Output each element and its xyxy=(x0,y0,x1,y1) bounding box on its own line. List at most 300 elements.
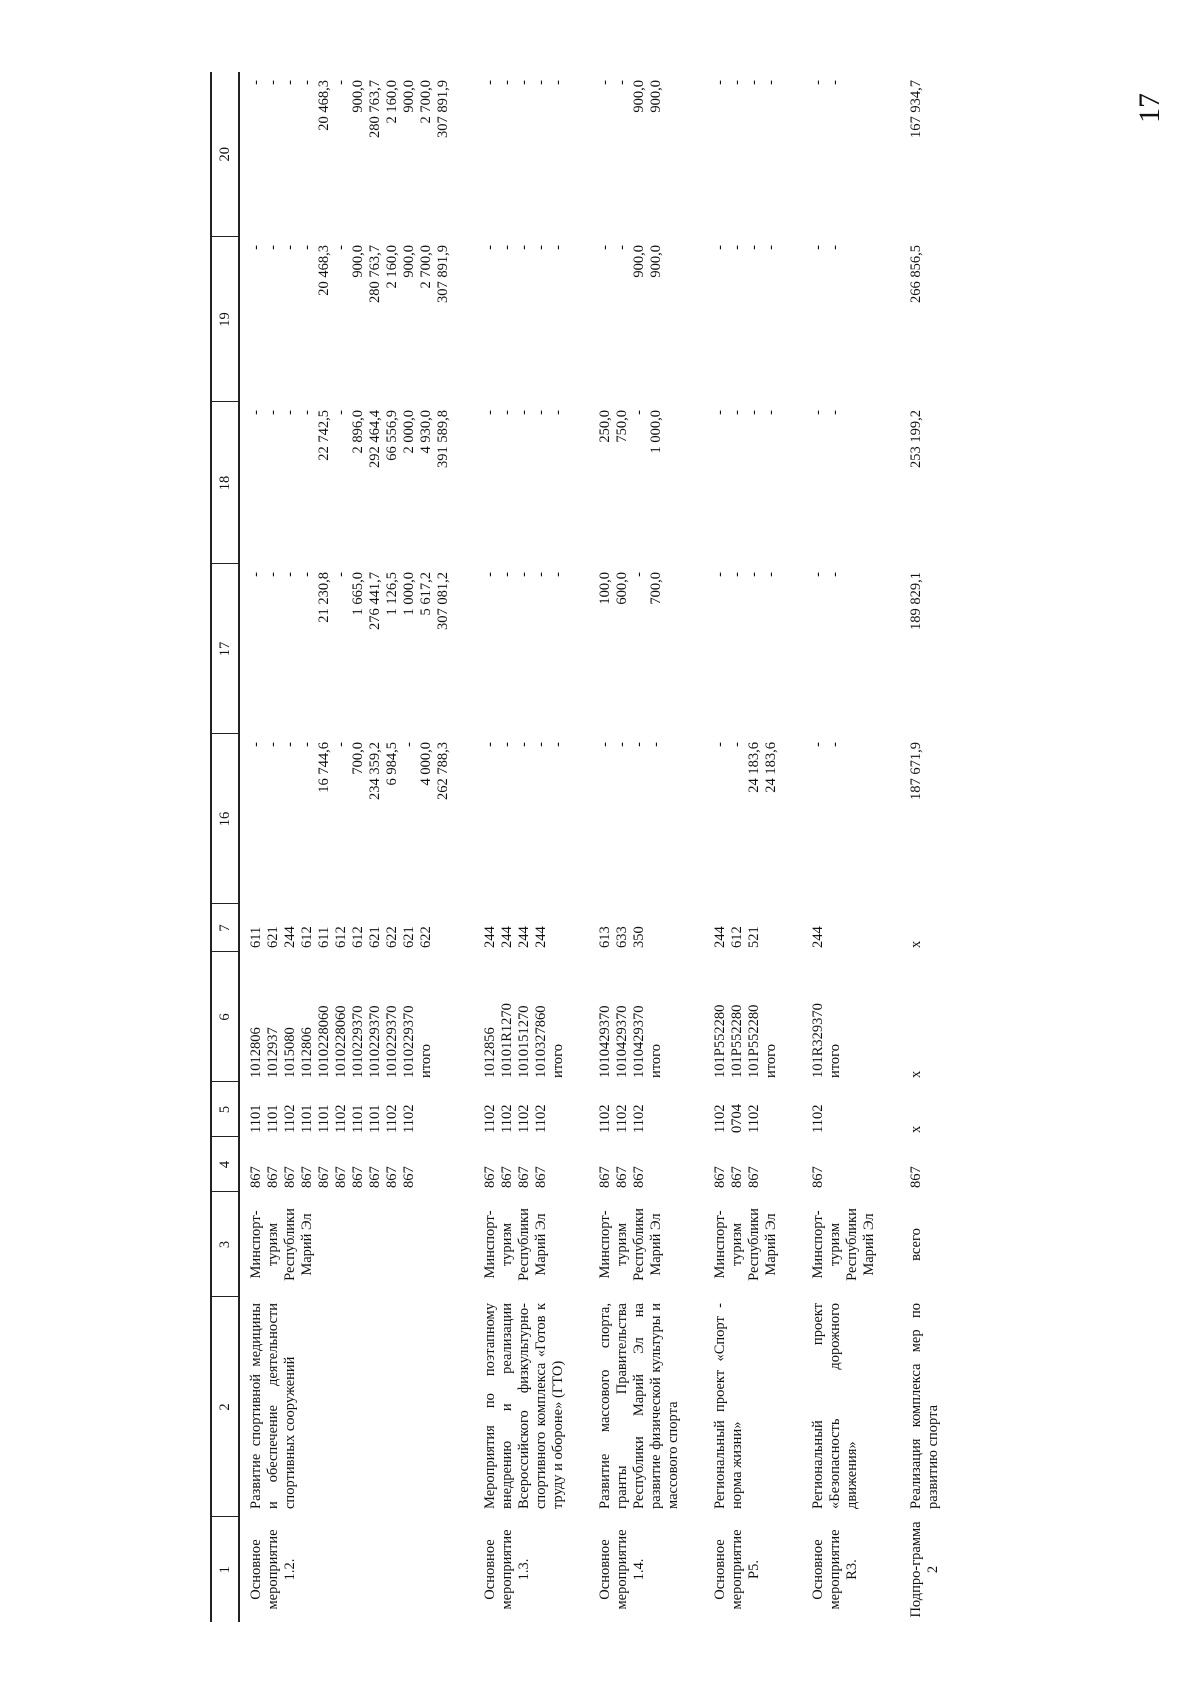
cell-line: - xyxy=(499,572,515,577)
target-article-list xyxy=(900,952,964,1082)
cell-line: 101P552280 xyxy=(746,1004,762,1078)
cell-line: - xyxy=(763,410,779,415)
cell-line: - xyxy=(533,245,549,250)
cell-line: 1010228060 xyxy=(333,1005,349,1078)
cell-line: - xyxy=(550,572,566,577)
cell-line: - xyxy=(827,245,843,250)
activity-name: Региональный проект «Безопасность дорожного движения» xyxy=(810,1303,860,1509)
cell-line: 244 xyxy=(516,926,532,948)
cell-line: 867 xyxy=(316,1166,332,1188)
activity-name: Развитие спортивной медицины и обеспечение деятельности спортивных сооружений xyxy=(248,1303,298,1509)
cell-line: 1 126,5 xyxy=(384,572,400,616)
values-col20 xyxy=(589,72,704,237)
cell-line: 700,0 xyxy=(350,742,366,775)
cell-line: 24 183,6 xyxy=(763,742,779,793)
cell-line: 1102 xyxy=(333,1104,349,1133)
cell-line: 253 199,2 xyxy=(908,410,924,468)
values-col19 xyxy=(239,237,474,402)
cell-line: 867 xyxy=(499,1166,515,1188)
cell-line: - xyxy=(550,80,566,85)
cell-line: - xyxy=(299,572,315,577)
values-col17 xyxy=(802,564,900,734)
code-list xyxy=(704,1137,802,1192)
cell-line: 867 xyxy=(712,1166,728,1188)
target-article-list xyxy=(802,952,900,1082)
cell-line: - xyxy=(499,410,515,415)
cell-line: - xyxy=(482,572,498,577)
cell-line: 1010229370 xyxy=(401,1005,417,1078)
cell-line: - xyxy=(712,410,728,415)
budget-table xyxy=(210,72,964,1622)
cell-line: 1101 xyxy=(299,1104,315,1133)
executor: Минспорт-туризм Республики Марий Эл xyxy=(248,1208,315,1281)
activity-code: Подпро-грамма 2 xyxy=(908,1521,941,1618)
cell-line: - xyxy=(746,245,762,250)
cell-line: - xyxy=(810,410,826,415)
header-row xyxy=(211,72,239,1622)
cell-line: - xyxy=(597,742,613,747)
cell-line: итого xyxy=(763,1044,779,1078)
activity-code: Основное мероприятие 1.3. xyxy=(482,1529,532,1610)
values-col19 xyxy=(704,237,802,402)
cell-line: 24 183,6 xyxy=(746,742,762,793)
cell-line: 1102 xyxy=(384,1104,400,1133)
cell-line: - xyxy=(516,572,532,577)
values-col16 xyxy=(239,734,474,904)
cell-line: 1012806 xyxy=(299,1027,315,1078)
activity-name: Региональный проект «Спорт - норма жизни» xyxy=(712,1303,745,1509)
target-article-list xyxy=(704,952,802,1082)
cell-line: 2 160,0 xyxy=(384,80,400,124)
executor: Минспорт-туризм Республики Марий Эл xyxy=(482,1208,549,1281)
cell-line: - xyxy=(499,80,515,85)
target-article-list xyxy=(474,952,589,1082)
cell-line: - xyxy=(827,410,843,415)
col-header: 19 xyxy=(211,237,239,402)
values-col16 xyxy=(704,734,802,904)
cell-line: - xyxy=(763,245,779,250)
code-list xyxy=(900,1137,964,1192)
cell-line: - xyxy=(810,742,826,747)
col-header: 3 xyxy=(211,1192,239,1297)
cell-line: 867 xyxy=(533,1166,549,1188)
cell-line: 101R329370 xyxy=(810,1003,826,1078)
cell-line: 1102 xyxy=(516,1104,532,1133)
cell-line: - xyxy=(516,410,532,415)
cell-line: 10101R1270 xyxy=(499,1003,515,1078)
cell-line: 4 000,0 xyxy=(418,742,434,786)
cell-line: 900,0 xyxy=(648,245,664,278)
values-col16 xyxy=(589,734,704,904)
activity-code: Основное мероприятие 1.2. xyxy=(248,1529,298,1610)
cell-line: - xyxy=(248,245,264,250)
rotated-table-frame xyxy=(210,72,1200,1622)
col-header: 7 xyxy=(211,904,239,952)
cell-line: - xyxy=(729,245,745,250)
cell-line: - xyxy=(533,410,549,415)
cell-line: 101P552280 xyxy=(729,1004,745,1078)
cell-line: 521 xyxy=(746,926,762,948)
cell-line: 611 xyxy=(316,926,332,948)
cell-line: 1010327860 xyxy=(533,1005,549,1078)
values-col17 xyxy=(239,564,474,734)
cell-line: 1102 xyxy=(597,1104,613,1133)
cell-line: - xyxy=(746,572,762,577)
values-col18 xyxy=(474,402,589,564)
cell-line: x xyxy=(908,1125,924,1133)
cell-line: 633 xyxy=(614,926,630,948)
cell-line: 262 788,3 xyxy=(435,742,451,800)
cell-line: 622 xyxy=(418,926,434,948)
col-header: 18 xyxy=(211,402,239,564)
cell-line: - xyxy=(482,245,498,250)
values-col18 xyxy=(704,402,802,564)
cell-line: - xyxy=(333,80,349,85)
section-list xyxy=(802,1082,900,1137)
cell-line: 867 xyxy=(597,1166,613,1188)
cell-line: - xyxy=(299,410,315,415)
cell-line: 66 556,9 xyxy=(384,410,400,461)
cell-line: 900,0 xyxy=(401,245,417,278)
cell-line: 600,0 xyxy=(614,572,630,605)
section-list xyxy=(474,1082,589,1137)
cell-line: - xyxy=(810,572,826,577)
cell-line: 867 xyxy=(908,1166,924,1188)
cell-line: - xyxy=(516,80,532,85)
cell-line: - xyxy=(827,742,843,747)
expense-type-list xyxy=(589,904,704,952)
cell-line: - xyxy=(550,245,566,250)
activity-code: Основное мероприятие P5. xyxy=(712,1529,762,1610)
cell-line: - xyxy=(516,742,532,747)
cell-line: - xyxy=(248,410,264,415)
table-row xyxy=(802,72,900,1622)
cell-line: - xyxy=(810,245,826,250)
cell-line: 1101 xyxy=(350,1104,366,1133)
cell-line: - xyxy=(614,245,630,250)
cell-line: 4 930,0 xyxy=(418,410,434,454)
cell-line: - xyxy=(729,742,745,747)
cell-line: - xyxy=(631,742,647,747)
cell-line: 6 984,5 xyxy=(384,742,400,786)
page-number: 17 xyxy=(1133,93,1166,123)
cell-line: 1102 xyxy=(746,1104,762,1133)
cell-line: 867 xyxy=(810,1166,826,1188)
table-body xyxy=(239,72,964,1622)
table-row xyxy=(239,72,474,1622)
cell-line: 867 xyxy=(248,1166,264,1188)
cell-line: 867 xyxy=(282,1166,298,1188)
cell-line: - xyxy=(333,410,349,415)
section-list xyxy=(900,1082,964,1137)
cell-line: итого xyxy=(648,1044,664,1078)
cell-line: 1102 xyxy=(282,1104,298,1133)
cell-line: 266 856,5 xyxy=(908,245,924,303)
cell-line: x xyxy=(908,1070,924,1078)
cell-line: 2 160,0 xyxy=(384,245,400,289)
values-col20 xyxy=(900,72,964,237)
col-header: 5 xyxy=(211,1082,239,1137)
cell-line: 900,0 xyxy=(631,245,647,278)
cell-line: - xyxy=(712,742,728,747)
cell-line: 612 xyxy=(729,926,745,948)
table-row xyxy=(900,72,964,1622)
cell-line: - xyxy=(299,245,315,250)
cell-line: 1 000,0 xyxy=(401,572,417,616)
cell-line: 307 891,9 xyxy=(435,245,451,303)
code-list xyxy=(239,1137,474,1192)
expense-type-list xyxy=(239,904,474,952)
cell-line: - xyxy=(333,245,349,250)
cell-line: 244 xyxy=(482,926,498,948)
cell-line: - xyxy=(763,572,779,577)
cell-line: 867 xyxy=(265,1166,281,1188)
cell-line: - xyxy=(597,80,613,85)
cell-line: - xyxy=(810,80,826,85)
cell-line: 613 xyxy=(597,926,613,948)
values-col19 xyxy=(802,237,900,402)
activity-code: Основное мероприятие 1.4. xyxy=(597,1529,647,1610)
cell-line: - xyxy=(265,742,281,747)
cell-line: - xyxy=(333,572,349,577)
cell-line: 244 xyxy=(533,926,549,948)
values-col19 xyxy=(474,237,589,402)
col-header: 17 xyxy=(211,564,239,734)
cell-line: 867 xyxy=(482,1166,498,1188)
cell-line: - xyxy=(282,410,298,415)
cell-line: 1010151270 xyxy=(516,1005,532,1078)
cell-line: 1010429370 xyxy=(631,1005,647,1078)
cell-line: - xyxy=(533,742,549,747)
cell-line: - xyxy=(763,80,779,85)
col-header: 1 xyxy=(211,1517,239,1622)
cell-line: 1102 xyxy=(482,1104,498,1133)
cell-line: - xyxy=(614,80,630,85)
values-col16 xyxy=(474,734,589,904)
cell-line: - xyxy=(631,410,647,415)
cell-line: 1010229370 xyxy=(350,1005,366,1078)
values-col17 xyxy=(900,564,964,734)
expense-type-list xyxy=(474,904,589,952)
activity-code: Основное мероприятие R3. xyxy=(810,1529,860,1610)
executor: Минспорт-туризм Республики Марий Эл xyxy=(597,1208,664,1281)
expense-type-list xyxy=(704,904,802,952)
cell-line: 900,0 xyxy=(350,245,366,278)
cell-line: 612 xyxy=(333,926,349,948)
cell-line: 867 xyxy=(384,1166,400,1188)
cell-line: 867 xyxy=(746,1166,762,1188)
cell-line: итого xyxy=(418,1044,434,1078)
cell-line: - xyxy=(729,572,745,577)
cell-line: итого xyxy=(827,1044,843,1078)
code-list xyxy=(474,1137,589,1192)
values-col17 xyxy=(704,564,802,734)
col-header: 4 xyxy=(211,1137,239,1192)
cell-line: 700,0 xyxy=(648,572,664,605)
cell-line: 350 xyxy=(631,926,647,948)
cell-line: 1101 xyxy=(367,1104,383,1133)
col-header: 16 xyxy=(211,734,239,904)
executor: Минспорт-туризм Республики Марий Эл xyxy=(712,1208,779,1281)
col-header: 6 xyxy=(211,952,239,1082)
activity-name: Реализация комплекса мер по развитию спорта xyxy=(908,1303,941,1509)
cell-line: x xyxy=(908,940,924,948)
cell-line: 1101 xyxy=(316,1104,332,1133)
cell-line: 612 xyxy=(299,926,315,948)
cell-line: 1101 xyxy=(265,1104,281,1133)
cell-line: 1015080 xyxy=(282,1027,298,1078)
cell-line: - xyxy=(597,245,613,250)
table-row xyxy=(704,72,802,1622)
cell-line: 1 665,0 xyxy=(350,572,366,616)
cell-line: - xyxy=(746,80,762,85)
section-list xyxy=(589,1082,704,1137)
cell-line: 244 xyxy=(499,926,515,948)
cell-line: 1012806 xyxy=(248,1027,264,1078)
code-list xyxy=(802,1137,900,1192)
cell-line: 867 xyxy=(299,1166,315,1188)
cell-line: - xyxy=(614,742,630,747)
values-col19 xyxy=(900,237,964,402)
values-col18 xyxy=(802,402,900,564)
cell-line: - xyxy=(729,410,745,415)
cell-line: 234 359,2 xyxy=(367,742,383,800)
cell-line: - xyxy=(729,80,745,85)
cell-line: 167 934,7 xyxy=(908,80,924,138)
values-col20 xyxy=(802,72,900,237)
cell-line: - xyxy=(265,80,281,85)
cell-line: - xyxy=(482,410,498,415)
cell-line: 1102 xyxy=(499,1104,515,1133)
executor: всего xyxy=(908,1228,924,1261)
cell-line: 1102 xyxy=(533,1104,549,1133)
cell-line: - xyxy=(712,572,728,577)
cell-line: - xyxy=(482,742,498,747)
cell-line: - xyxy=(401,742,417,747)
col-header: 2 xyxy=(211,1297,239,1517)
cell-line: 280 763,7 xyxy=(367,245,383,303)
cell-line: 1010229370 xyxy=(367,1005,383,1078)
cell-line: 1102 xyxy=(401,1104,417,1133)
cell-line: - xyxy=(482,80,498,85)
cell-line: - xyxy=(282,572,298,577)
cell-line: 622 xyxy=(384,926,400,948)
cell-line: - xyxy=(248,572,264,577)
cell-line: 1010429370 xyxy=(614,1005,630,1078)
col-header: 20 xyxy=(211,72,239,237)
cell-line: 1 000,0 xyxy=(648,410,664,454)
cell-line: 5 617,2 xyxy=(418,572,434,616)
cell-line: 0704 xyxy=(729,1104,745,1133)
cell-line: 1010228060 xyxy=(316,1005,332,1078)
cell-line: 867 xyxy=(614,1166,630,1188)
cell-line: 100,0 xyxy=(597,572,613,605)
cell-line: - xyxy=(499,742,515,747)
cell-line: - xyxy=(712,245,728,250)
values-col20 xyxy=(239,72,474,237)
cell-line: 612 xyxy=(350,926,366,948)
cell-line: 20 468,3 xyxy=(316,245,332,296)
cell-line: 2 700,0 xyxy=(418,80,434,124)
cell-line: 187 671,9 xyxy=(908,742,924,800)
cell-line: - xyxy=(516,245,532,250)
values-col18 xyxy=(900,402,964,564)
cell-line: - xyxy=(631,572,647,577)
cell-line: 307 891,9 xyxy=(435,80,451,138)
values-col18 xyxy=(589,402,704,564)
cell-line: - xyxy=(550,410,566,415)
cell-line: 867 xyxy=(516,1166,532,1188)
cell-line: - xyxy=(248,80,264,85)
activity-name: Развитие массового спорта, гранты Правительства Республики Марий Эл на развитие физической культуры и массового спорта xyxy=(597,1303,681,1509)
cell-line: 22 742,5 xyxy=(316,410,332,461)
cell-line: 867 xyxy=(401,1166,417,1188)
table-row xyxy=(474,72,589,1622)
cell-line: 1101 xyxy=(248,1104,264,1133)
cell-line: 280 763,7 xyxy=(367,80,383,138)
expense-type-list xyxy=(802,904,900,952)
cell-line: 621 xyxy=(265,926,281,948)
cell-line: 900,0 xyxy=(401,80,417,113)
cell-line: - xyxy=(550,742,566,747)
cell-line: 244 xyxy=(282,926,298,948)
cell-line: 1102 xyxy=(810,1104,826,1133)
cell-line: 1010229370 xyxy=(384,1005,400,1078)
cell-line: 900,0 xyxy=(350,80,366,113)
cell-line: 250,0 xyxy=(597,410,613,443)
values-col20 xyxy=(704,72,802,237)
cell-line: 2 000,0 xyxy=(401,410,417,454)
cell-line: - xyxy=(333,742,349,747)
cell-line: 900,0 xyxy=(631,80,647,113)
target-article-list xyxy=(239,952,474,1082)
cell-line: 621 xyxy=(401,926,417,948)
cell-line: 867 xyxy=(729,1166,745,1188)
cell-line: - xyxy=(746,410,762,415)
cell-line: 1012856 xyxy=(482,1027,498,1078)
cell-line: - xyxy=(299,742,315,747)
cell-line: 292 464,4 xyxy=(367,410,383,468)
section-list xyxy=(704,1082,802,1137)
values-col20 xyxy=(474,72,589,237)
activity-name: Мероприятия по поэтапному внедрению и реализации Всероссийского физкультурно-спортивного комплекса «Готов к труду и обороне» (ГТО) xyxy=(482,1303,566,1509)
cell-line: 1102 xyxy=(614,1104,630,1133)
cell-line: - xyxy=(265,245,281,250)
target-article-list xyxy=(589,952,704,1082)
cell-line: 101P552280 xyxy=(712,1004,728,1078)
values-col17 xyxy=(589,564,704,734)
cell-line: - xyxy=(282,245,298,250)
values-col17 xyxy=(474,564,589,734)
section-list xyxy=(239,1082,474,1137)
cell-line: 867 xyxy=(350,1166,366,1188)
code-list xyxy=(589,1137,704,1192)
cell-line: - xyxy=(499,245,515,250)
cell-line: 621 xyxy=(367,926,383,948)
cell-line: 867 xyxy=(333,1166,349,1188)
cell-line: 1012937 xyxy=(265,1027,281,1078)
cell-line: 391 589,8 xyxy=(435,410,451,468)
cell-line: 2 700,0 xyxy=(418,245,434,289)
cell-line: - xyxy=(712,80,728,85)
cell-line: 21 230,8 xyxy=(316,572,332,623)
cell-line: - xyxy=(248,742,264,747)
cell-line: 900,0 xyxy=(648,80,664,113)
cell-line: - xyxy=(282,742,298,747)
values-col18 xyxy=(239,402,474,564)
cell-line: - xyxy=(827,80,843,85)
cell-line: 307 081,2 xyxy=(435,572,451,630)
